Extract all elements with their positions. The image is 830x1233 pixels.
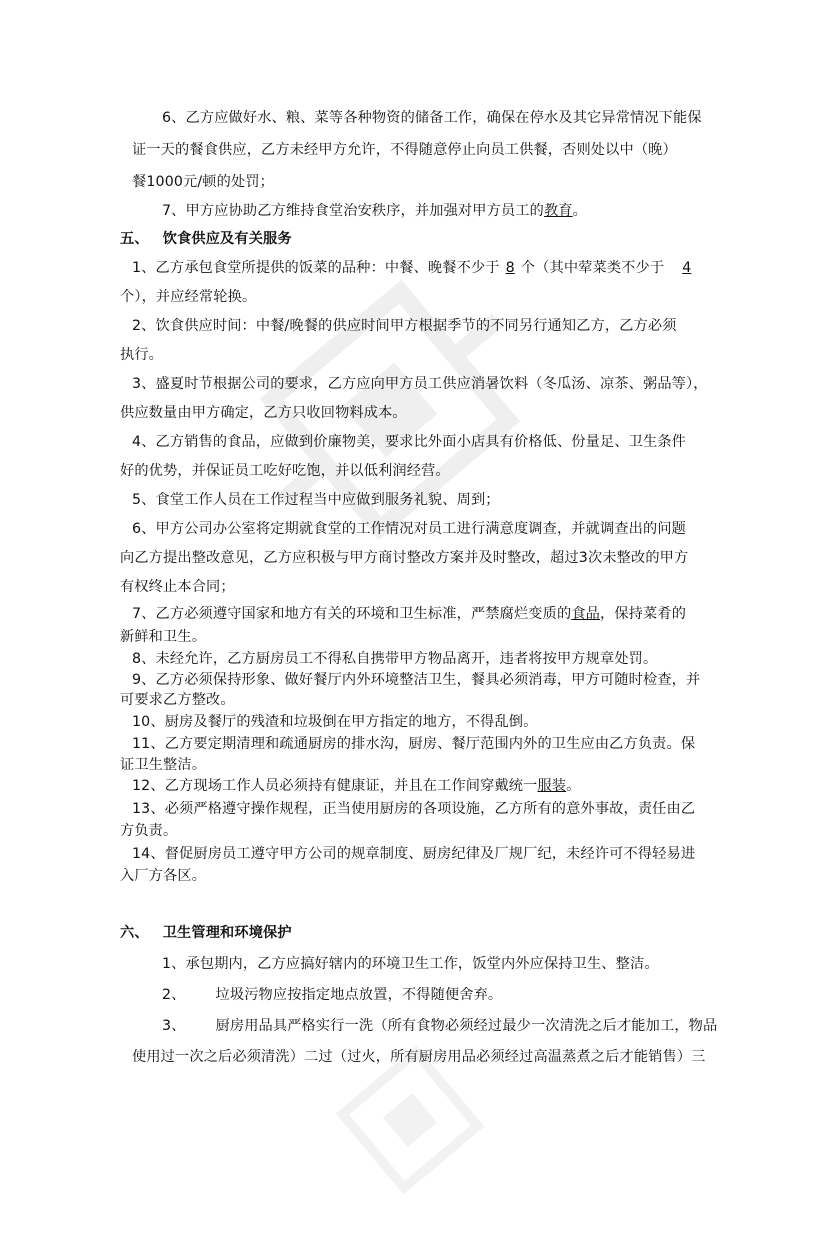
- item6-line2: 证一天的餐食供应，乙方未经甲方允许，不得随意停止向员工供餐，否则处以中（晚）: [132, 142, 677, 158]
- s5-item6-line1: 6、甲方公司办公室将定期就食堂的工作情况对员工进行满意度调查，并就调查出的问题: [132, 521, 687, 537]
- s6-item3-number: 3、: [162, 1018, 186, 1034]
- s5-item6-line2: 向乙方提出整改意见，乙方应积极与甲方商讨整改方案并及时整改，超过3次未整改的甲方: [120, 550, 689, 566]
- s5-item1-line1: [132, 258, 701, 278]
- s5-item7-text-a: 7、乙方必须遵守国家和地方有关的环境和卫生标准，严禁腐烂变质的: [132, 606, 572, 622]
- s6-item3-text: 厨房用品具严格实行一洗（所有食物必须经过最少一次清洗之后才能加工，物品: [215, 1018, 718, 1034]
- item6-line3: 餐1000元/顿的处罚；: [132, 174, 274, 190]
- s5-item2-line1: 2、饮食供应时间：中餐/晚餐的供应时间甲方根据季节的不同另行通知乙方，乙方必须: [132, 318, 677, 334]
- main-dish-count: 8: [505, 260, 515, 276]
- item7-end: 。: [572, 203, 587, 219]
- s5-item12-line: [132, 776, 581, 796]
- s5-item13-line2: 方负责。: [120, 823, 178, 839]
- s5-item14-line1: 14、督促厨房员工遵守甲方公司的规章制度、厨房纪律及厂规厂纪，未经许可不得轻易进: [132, 846, 696, 862]
- s6-item2-number: 2、: [162, 987, 186, 1003]
- section6-title: 卫生管理和环境保护: [162, 925, 292, 941]
- s6-item3-line2: 使用过一次之后必须清洗）二过（过火，所有厨房用品必须经过高温蒸煮之后才能销售）三: [132, 1049, 706, 1065]
- s5-item7-line1: [132, 604, 686, 624]
- s5-item12-text-a: 12、乙方现场工作人员必须持有健康证，并且在工作间穿戴统一: [132, 778, 538, 794]
- section6-number: 六、: [120, 925, 149, 941]
- s5-item1-line2: 个），并应经常轮换。: [120, 289, 257, 305]
- s5-item14-line2: 入厂方各区。: [120, 868, 207, 884]
- s5-item11-line1: 11、乙方要定期清理和疏通厨房的排水沟，厨房、餐厅范围内外的卫生应由乙方负责。保: [132, 736, 696, 752]
- s5-item12-text-b: 。: [566, 778, 581, 794]
- food-link[interactable]: 食品: [571, 606, 600, 622]
- s5-item3-line1: 3、盛夏时节根据公司的要求，乙方应向甲方员工供应消暑饮料（冬瓜汤、凉茶、粥品等），: [132, 376, 708, 392]
- s5-item9-line2: 可要求乙方整改。: [120, 692, 235, 708]
- s5-item5-line: 5、食堂工作人员在工作过程当中应做到服务礼貌、周到；: [132, 492, 500, 508]
- section5-heading: [120, 229, 292, 249]
- s5-item1-text-a: 1、乙方承包食堂所提供的饭菜的品种：中餐、晚餐不少于: [132, 260, 500, 276]
- watermark-logo-icon-2: [297, 1007, 522, 1232]
- education-link[interactable]: 教育: [543, 203, 573, 219]
- item7-line: [162, 201, 587, 221]
- s6-item2-text: 垃圾污物应按指定地点放置，不得随便舍弃。: [215, 987, 503, 1003]
- s5-item11-line2: 证卫生整洁。: [120, 757, 207, 773]
- s5-item13-line1: 13、必须严格遵守操作规程，正当使用厨房的各项设施，乙方所有的意外事故，责任由乙: [132, 801, 696, 817]
- item7-text: 7、甲方应协助乙方维持食堂治安秩序，并加强对甲方员工的: [162, 203, 544, 219]
- s5-item6-line3: 有权终止本合同；: [120, 579, 235, 595]
- s6-item2-line: [162, 985, 502, 1005]
- s5-item2-line2: 执行。: [120, 347, 164, 363]
- uniform-link[interactable]: 服装: [537, 778, 567, 794]
- meat-dish-count: 4: [682, 260, 692, 276]
- s5-item1-text-b: 个（其中荤菜类不少于: [520, 260, 665, 276]
- s5-item9-line1: 9、乙方必须保持形象、做好餐厅内外环境整洁卫生，餐具必须消毒，甲方可随时检查，并: [132, 672, 701, 688]
- s5-item4-line1: 4、乙方销售的食品，应做到价廉物美，要求比外面小店具有价格低、份量足、卫生条件: [132, 434, 687, 450]
- section5-number: 五、: [120, 231, 149, 247]
- s6-item3-line1: [162, 1016, 717, 1036]
- section6-heading: [120, 923, 292, 943]
- item6-line1: 6、乙方应做好水、粮、菜等各种物资的储备工作，确保在停水及其它异常情况下能保: [162, 110, 702, 126]
- s5-item4-line2: 好的优势，并保证员工吃好吃饱，并以低利润经营。: [120, 463, 450, 479]
- s5-item8-line: 8、未经允许，乙方厨房员工不得私自携带甲方物品离开，违者将按甲方规章处罚。: [132, 651, 658, 667]
- s5-item3-line2: 供应数量由甲方确定，乙方只收回物料成本。: [120, 405, 407, 421]
- s5-item7-text-b: ，保持菜肴的: [600, 606, 687, 622]
- section5-title: 饮食供应及有关服务: [162, 231, 292, 247]
- s5-item7-line2: 新鲜和卫生。: [120, 629, 207, 645]
- s6-item1-line: 1、承包期内，乙方应搞好辖内的环境卫生工作，饭堂内外应保持卫生、整洁。: [162, 956, 659, 972]
- s5-item10-line: 10、厨房及餐厅的残渣和垃圾倒在甲方指定的地方，不得乱倒。: [132, 714, 538, 730]
